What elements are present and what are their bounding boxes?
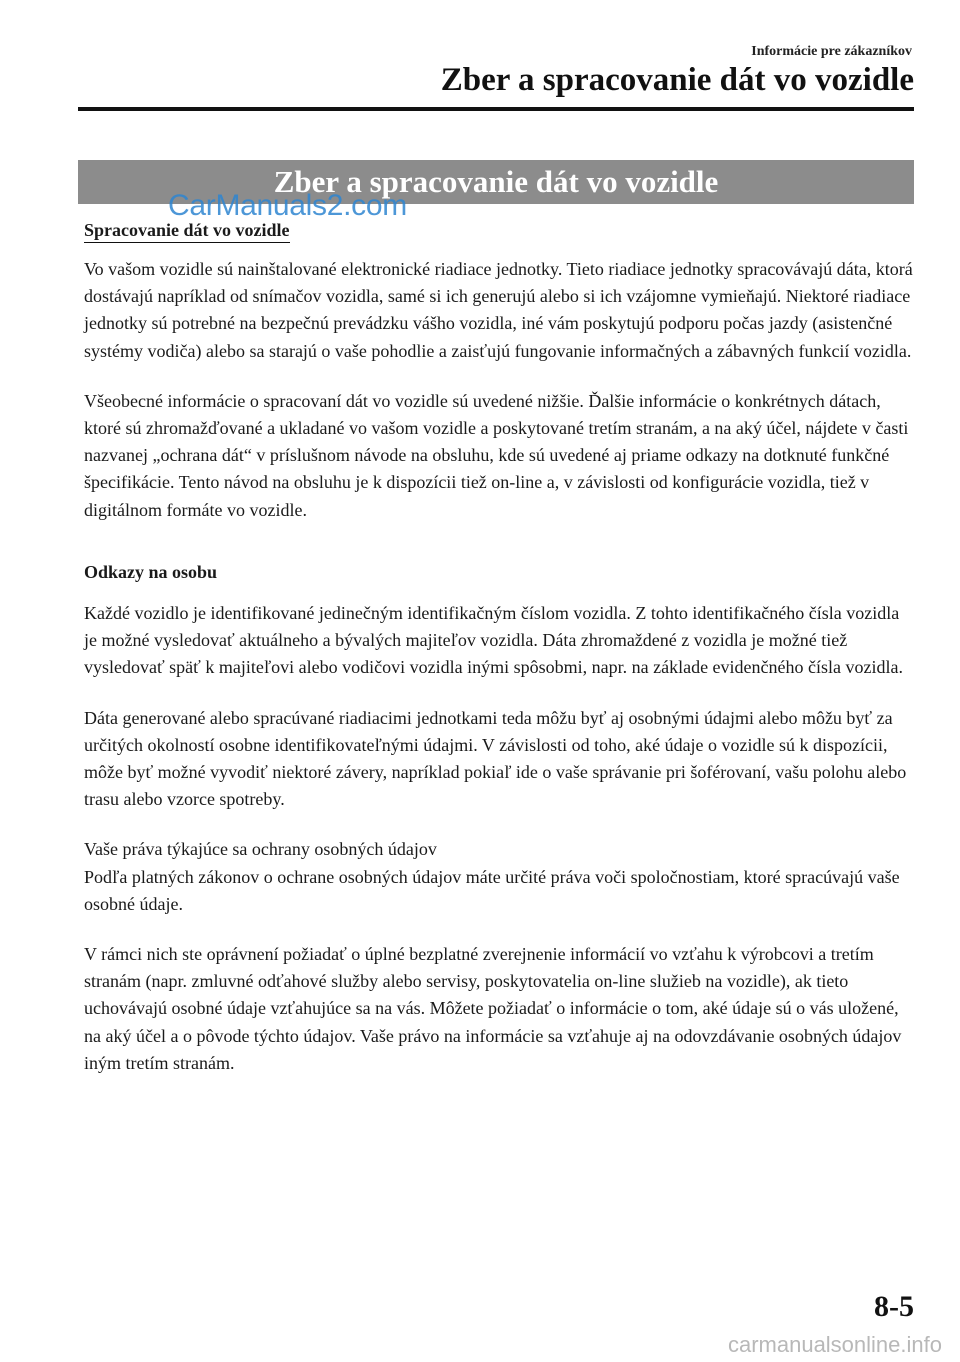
paragraph-intro: Vo vašom vozidle sú nainštalované elektronické riadiace jednotky. Tieto riadiace jednotky spracovávajú dáta, ktorá dostávajú napríklad od snímačov vozidla, samé si ich generujú alebo si ich vzájomne vymieňajú. Niektoré riadiace jednotky sú potrebné na bezpečnú prevádzku vášho vozidla, iné vám poskytujú podporu počas jazdy (asistenčné systémy vodiča) alebo sa starajú o vaše pohodlie a zaisťujú fungovanie informačných a zábavných funkcií vozidla. [84, 259, 913, 361]
page-number: 8-5 [874, 1290, 914, 1323]
running-header-subtitle: Informácie pre zákazníkov [751, 44, 912, 59]
paragraph-rights-title: Vaše práva týkajúce sa ochrany osobných údajov [84, 839, 437, 860]
page-body [84, 217, 916, 1077]
header-divider [78, 107, 914, 111]
paragraph-vin: Každé vozidlo je identifikované jedinečným identifikačným číslom vozidla. Z tohto identifikačného čísla vozidla je možné vysledovať aktuálneho a bývalých majiteľov vozidla. Dáta zhromaždené z vozidla je možné tiež vysledovať späť k majiteľovi alebo vodičovi vozidla inými spôsobmi, napr. na základe evidenčného čísla vozidla. [84, 603, 903, 678]
subheading: Spracovanie dát vo vozidle [84, 219, 290, 243]
section-title-banner: Zber a spracovanie dát vo vozidle [78, 160, 914, 204]
footer-watermark: carmanualsonline.info [727, 1332, 942, 1357]
watermark-logo: CarManuals2.com [168, 189, 407, 222]
paragraph-general-info: Všeobecné informácie o spracovaní dát vo vozidle sú uvedené nižšie. Ďalšie informácie o konkrétnych dátach, ktoré sú zhromažďované a ukladané vo vašom vozidle a poskytované tretím stranám, a na aký účel, nájdete v časti nazvanej „ochrana dát“ v príslušnom návode na obsluhu, kde sú uvedené aj priame odkazy na dotknuté funkčné špecifikácie. Tento návod na obsluhu je k dispozícii tiež on-line a, v závislosti od konfigurácie vozidla, tiež v digitálnom formáte vo vozidle. [84, 390, 909, 520]
paragraph-rights: Podľa platných zákonov o ochrane osobných údajov máte určité práva voči spoločnostiam, ktoré spracúvajú vaše osobné údaje. [84, 866, 900, 914]
heading-personal-references: Odkazy na osobu [84, 561, 218, 582]
paragraph-personal-data: Dáta generované alebo spracúvané riadiacimi jednotkami teda môžu byť aj osobnými údajmi alebo môžu byť za určitých okolností osobne identifikovateľnými údajmi. V závislosti od toho, aké údaje o vozidle sú k dispozícii, môže byť možné vyvodiť niektoré závery, napríklad pokiaľ ide o vaše správanie pri šoférovaní, vašu polohu alebo trasu alebo vzorce spotreby. [84, 707, 907, 810]
paragraph-disclosure: V rámci nich ste oprávnení požiadať o úplné bezplatné zverejnenie informácií vo vzťahu k výrobcovi a tretím stranám (napr. zmluvné odťahové služby alebo servisy, poskytovatelia on-line služieb na vozidle), ak tieto uchovávajú osobné údaje vzťahujúce sa na vás. Môžete požiadať o informácie o tom, aké údaje sú o vás uložené, na aký účel a o pôvode týchto údajov. Vaše právo na informácie sa vzťahuje aj na odovzdávanie osobných údajov iným tretím stranám. [84, 944, 902, 1073]
running-header-title: Zber a spracovanie dát vo vozidle [440, 62, 914, 98]
